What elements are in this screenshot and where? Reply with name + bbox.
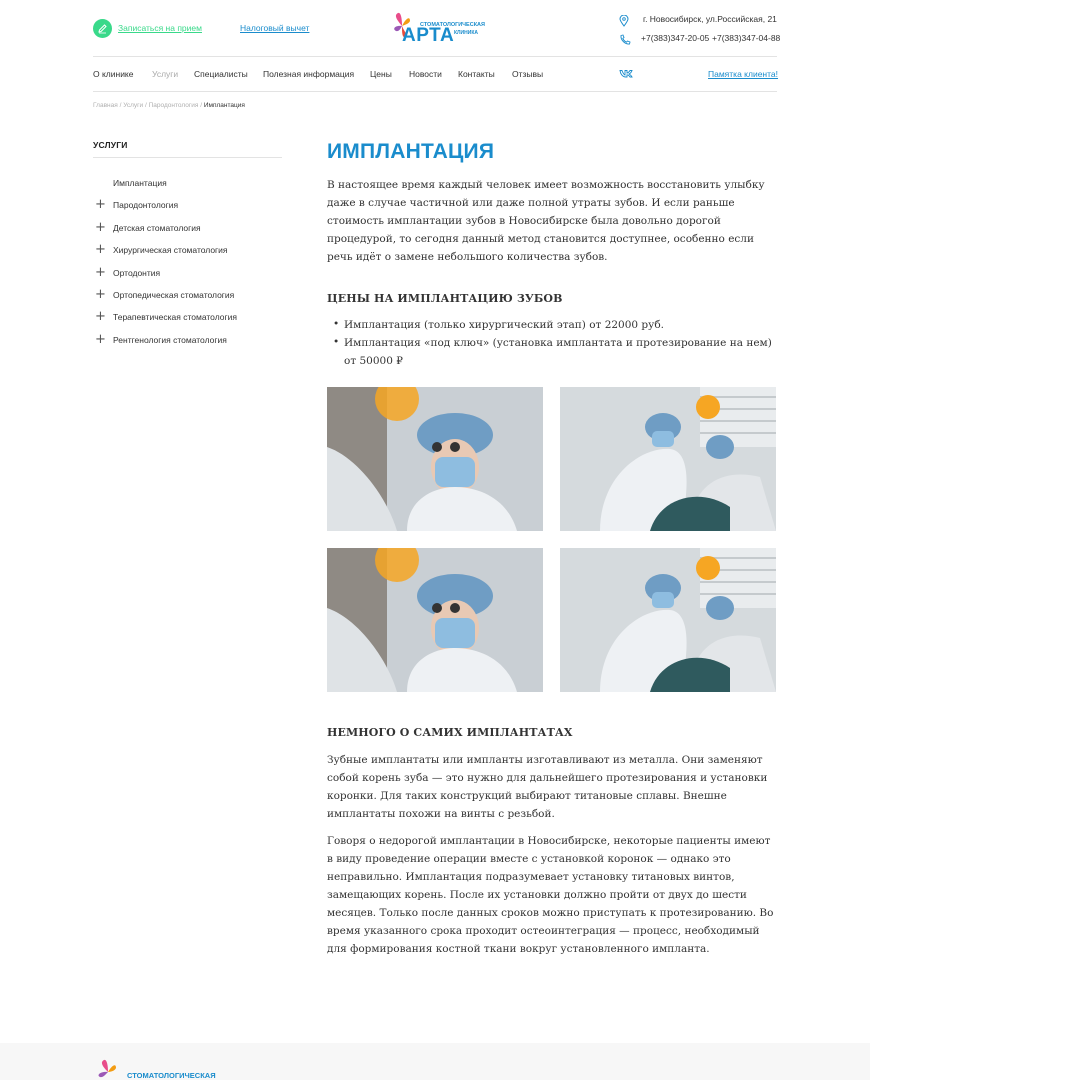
sidebar-item-therapeutic[interactable] (93, 311, 293, 325)
logo-subtitle-2: КЛИНИКА (454, 30, 479, 36)
breadcrumb-separator: / (200, 102, 202, 109)
sidebar-item-label: Детская стоматология (113, 223, 201, 233)
vk-icon[interactable] (619, 69, 633, 80)
sidebar-item-label: Хирургическая стоматология (113, 245, 228, 255)
breadcrumb-separator: / (145, 102, 147, 109)
page-title: ИМПЛАНТАЦИЯ (327, 140, 495, 163)
sidebar-item-label: Ортопедическая стоматология (113, 290, 235, 300)
appointment-icon[interactable] (93, 19, 112, 38)
header-divider (93, 56, 777, 57)
sidebar-item-label: Пародонтология (113, 200, 179, 210)
appointment-link[interactable]: Записаться на прием (118, 23, 202, 33)
gallery-photo[interactable] (560, 548, 776, 692)
prices-heading: ЦЕНЫ НА ИМПЛАНТАЦИЮ ЗУБОВ (327, 292, 563, 305)
nav-item-prices[interactable]: Цены (370, 69, 392, 79)
breadcrumb-separator: / (119, 102, 122, 109)
sidebar-item-label: Рентгенология стоматология (113, 335, 227, 345)
nav-item-useful-info[interactable]: Полезная информация (263, 69, 355, 79)
breadcrumb-services[interactable]: Услуги (123, 102, 144, 109)
clinic-logo[interactable] (392, 11, 485, 47)
intro-paragraph: В настоящее время каждый человек имеет возможность восстановить улыбку даже в случае частичной или даже полной утраты зубов. И если раньше стоимость имплантации зубов в Новосибирске была довольно дорогой процедурой, то сегодня данный метод становится доступнее, особенно если речь идёт о замене небольшого количества зубов. (327, 179, 765, 263)
plus-icon[interactable]: + (95, 287, 106, 302)
sidebar-item-radiology[interactable] (93, 334, 293, 348)
client-memo-link[interactable]: Памятка клиента! (708, 69, 779, 79)
logo-subtitle: СТОМАТОЛОГИЧЕСКАЯ (420, 22, 485, 28)
nav-divider (93, 91, 777, 92)
sidebar-item-label: Ортодонтия (113, 268, 161, 278)
plus-icon[interactable]: + (95, 265, 106, 280)
logo-title: АРТА (402, 25, 455, 46)
phone-icon (619, 31, 631, 50)
plus-icon[interactable]: + (95, 242, 106, 257)
breadcrumb-section[interactable]: Пародонтология (148, 102, 199, 109)
about-implants-heading: НЕМНОГО О САМИХ ИМПЛАНТАТАХ (327, 726, 573, 739)
sidebar-item-orthodontics[interactable] (93, 267, 293, 281)
nav-item-specialists[interactable]: Специалисты (194, 69, 248, 79)
nav-item-services[interactable]: Услуги (152, 69, 179, 79)
price-item: Имплантация (только хирургический этап) от 22000 руб. (344, 319, 664, 331)
sidebar-item-periodontology[interactable] (93, 199, 293, 213)
nav-item-reviews[interactable]: Отзывы (512, 69, 544, 79)
nav-item-news[interactable]: Новости (409, 69, 442, 79)
sidebar-item-pediatric[interactable] (93, 222, 293, 236)
footer-logo-text: СТОМАТОЛОГИЧЕСКАЯ (127, 1071, 216, 1080)
location-pin-icon (619, 12, 629, 31)
breadcrumb-home[interactable]: Главная (93, 102, 118, 109)
plus-icon[interactable]: + (95, 309, 106, 324)
sidebar-item-orthopedic[interactable] (93, 289, 293, 303)
sidebar-item-label: Терапевтическая стоматология (113, 312, 237, 322)
plus-icon[interactable]: + (95, 332, 106, 347)
gallery-photo[interactable] (327, 387, 543, 531)
about-paragraph-1: Зубные имплантаты или импланты изготавливают из металла. Они заменяют собой корень зуба — это нужно для дальнейшего протезирования и установки коронки. Для таких конструкций выбирают титановые сплавы. Внешне имплантаты похожи на винты с резьбой. (327, 754, 768, 820)
sidebar-divider (93, 157, 282, 158)
clinic-address: г. Новосибирск, ул.Российская, 21 (643, 14, 777, 24)
breadcrumb (93, 102, 245, 109)
price-item: Имплантация «под ключ» (установка имплантата и протезирование на нем) от 50000 ₽ (344, 337, 772, 367)
phone-number-2[interactable]: +7(383)347-04-88 (712, 33, 781, 43)
sidebar-item-surgical[interactable] (93, 244, 293, 258)
sidebar-title: УСЛУГИ (93, 140, 128, 150)
bullet-icon: • (333, 336, 340, 348)
footer-logo-icon (94, 1058, 126, 1080)
sidebar-item-implantation[interactable] (93, 177, 293, 191)
breadcrumb-current: Имплантация (203, 102, 245, 109)
tax-deduction-link[interactable]: Налоговый вычет (240, 23, 310, 33)
nav-item-about[interactable]: О клинике (93, 69, 134, 79)
bullet-icon: • (333, 318, 340, 330)
plus-icon[interactable]: + (95, 197, 106, 212)
plus-icon[interactable]: + (95, 220, 106, 235)
gallery-photo[interactable] (560, 387, 776, 531)
nav-item-contacts[interactable]: Контакты (458, 69, 495, 79)
sidebar-item-label: Имплантация (113, 178, 167, 188)
phone-number-1[interactable]: +7(383)347-20-05 (641, 33, 710, 43)
about-paragraph-2: Говоря о недорогой имплантации в Новосибирске, некоторые пациенты имеют в виду проведение операции вместе с установкой коронок — однако это неправильно. Имплантация подразумевает установку титановых винтов, замещающих корень. После их установки должно пройти от двух до шести месяцев. Только после данных сроков можно приступать к протезированию. Во время указанного срока проходит остеоинтеграция — процесс, необходимый для формирования костной ткани вокруг установленного импланта. (327, 835, 774, 955)
gallery-photo[interactable] (327, 548, 543, 692)
